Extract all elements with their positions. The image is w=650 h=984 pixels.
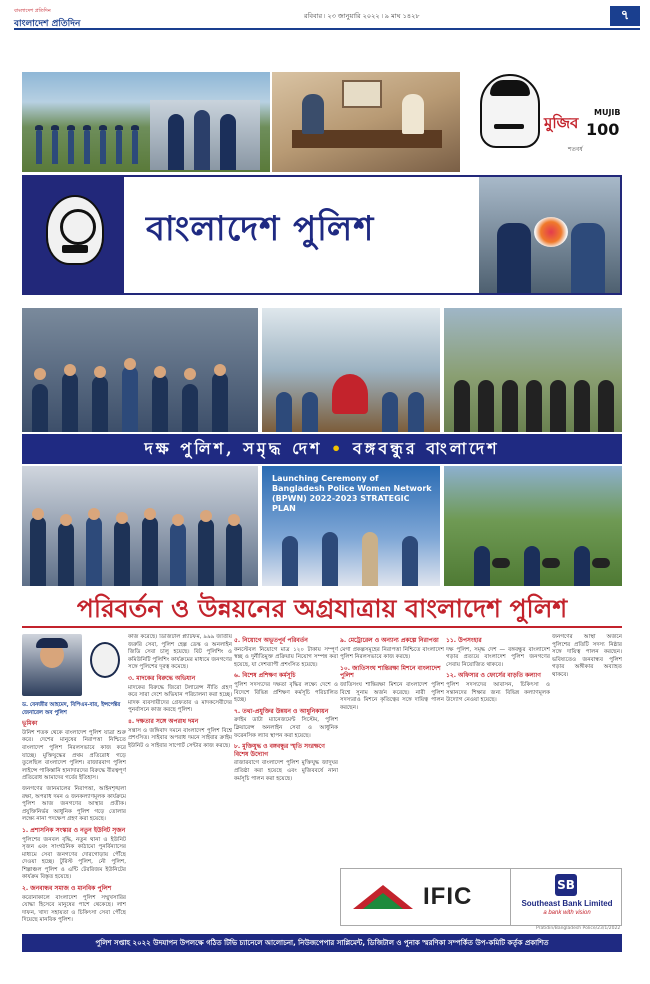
southeast-bank-ad[interactable] xyxy=(513,869,621,925)
section-12-paragraph: পুলিশ সদস্যদের আবাসন, চিকিৎসা ও সন্তানদের শিক্ষার জন্য বিভিন্ন কল্যাণমূলক উদ্যোগ নেওয়া হয়েছে। xyxy=(446,681,550,704)
article-column-1 xyxy=(22,634,126,974)
section-4-paragraph: সন্ত্রাস ও জঙ্গিবাদ দমনে বাংলাদেশ পুলিশ বিশ্বে প্রশংসিত। সাইবার অপরাধ দমনে সাইবার ক্রাইম ইউনিট ও সাইবার সাপোর্ট সেন্টার কাজ করছে। xyxy=(128,727,232,749)
slogan-separator: • xyxy=(331,439,345,458)
section-12-heading: ১২. অফিসার ও ফোর্সের বাড়তি কল্যাণ xyxy=(446,672,541,680)
section-7-heading: ৭. তথ্য-প্রযুক্তির উন্নয়ন ও আধুনিকায়ন xyxy=(234,707,329,715)
southeast-bank-name: Southeast Bank Limited xyxy=(521,899,613,908)
intro-heading: ভূমিকা xyxy=(22,720,38,728)
inauguration-photo xyxy=(22,466,258,586)
main-headline: পরিবর্তন ও উন্নয়নের অগ্রযাত্রায় বাংলাদেশ পুলিশ xyxy=(22,590,622,628)
section-11-heading: ১১. উপসংহার xyxy=(446,637,482,644)
masthead xyxy=(14,8,80,31)
article-column-3 xyxy=(234,634,338,974)
igp-caption: ড. বেনজীর আহমেদ, বিপিএম-বার, ইন্সপেক্টর জেনারেল অব পুলিশ xyxy=(22,702,121,716)
slogan-part-2: বঙ্গবন্ধুর বাংলাদেশ xyxy=(352,439,500,458)
section-6-heading: ৬. বিশেষ প্রশিক্ষণ কর্মসূচি xyxy=(234,672,296,680)
mujib-100: 100 xyxy=(586,120,620,139)
col6-paragraph: জনগণের আস্থা অর্জনে পুলিশের প্রতিটি সদস্য নিষ্ঠার সঙ্গে দায়িত্ব পালন করছেন। ভবিষ্যতেও জনবান্ধব পুলিশ গড়ার অঙ্গীকার অব্যাহত থাকবে। xyxy=(552,634,622,678)
col2-paragraph: কাজ করেছে। ডিজিটাল প্ল্যাটফর্ম, ৯৯৯ জাতীয় জরুরি সেবা, পুলিশ হেল্প ডেস্ক ও অনলাইন জিডি সেবা চালু হয়েছে। বিট পুলিশিং ও কমিউনিটি পুলিশিং কার্যক্রমের মাধ্যমে জনগণের সঙ্গে পুলিশের দূরত্ব কমেছে। xyxy=(128,634,232,671)
southeast-bank-tagline: a bank with vision xyxy=(543,910,591,916)
section-4-heading: ৪. দক্ষতার সঙ্গে অপরাধ দমন xyxy=(128,717,199,725)
guard-parade-photo xyxy=(444,308,622,432)
intro-paragraph: উনিশ শতক থেকে বাংলাদেশ পুলিশ যাত্রা শুরু করে। দেশের মানুষের নিরাপত্তা নিশ্চিতে বাংলাদেশ পুলিশ নিরলসভাবে কাজ করে যাচ্ছে। মুক্তিযুদ্ধের প্রথম প্রতিরোধ গড়ে তুলেছিল বাংলাদেশ পুলিশ। রাজারবাগ পুলিশ লাইন্সে পাকিস্তানি হানাদারদের বিরুদ্ধে বীরত্বপূর্ণ প্রতিরোধ আমাদের গর্বের ইতিহাস। xyxy=(22,729,126,782)
mujib-title: মুজিব xyxy=(544,114,579,132)
advertisement-strip xyxy=(340,868,622,926)
col1-paragraph: জনগণের জানমালের নিরাপত্তা, আইনশৃঙ্খলা রক্ষা, অপরাধ দমন ও জনকল্যাণমূলক কার্যক্রমে পুলিশ আজ জনগণের আস্থার প্রতীক। প্রযুক্তিনির্ভর আধুনিক পুলিশ গড়ে তোলার লক্ষ্যে নানা পদক্ষেপ গ্রহণ করা হয়েছে। xyxy=(22,785,126,823)
bouquet-photo xyxy=(479,177,620,293)
slogan-part-1: দক্ষ পুলিশ, সমৃদ্ধ দেশ xyxy=(144,439,323,458)
ific-logo-icon xyxy=(353,879,413,915)
section-7-paragraph: ক্রাইম ডাটা ম্যানেজমেন্ট সিস্টেম, পুলিশ ক্লিয়ারেন্স অনলাইন সেবা ও আধুনিক ফরেনসিক ল্যাব স্থাপন করা হয়েছে। xyxy=(234,717,338,739)
section-9-paragraph: মেগা প্রকল্পসমূহের নিরাপত্তা নিশ্চিতে বাংলাদেশ পুলিশ নিরলসভাবে কাজ করছে। xyxy=(340,646,444,661)
dateline: রবিবার ৷ ২৩ জানুয়ারি ২০২২ ৷ ৯ মাঘ ১৪২৮ xyxy=(304,12,420,20)
police-emblem-small-icon xyxy=(90,642,120,678)
mujib-english: MUJIB xyxy=(594,108,621,117)
section-2-paragraph: করোনাকালে বাংলাদেশ পুলিশ সম্মুখসারির যোদ্ধা হিসেবে মানুষের পাশে থেকেছে। লাশ দাফন, খাদ্য সহায়তা ও চিকিৎসা সেবা পৌঁছে দিয়েছে মানবিক পুলিশ। xyxy=(22,894,126,924)
section-8-heading: ৮. মুক্তিযুদ্ধ ও বঙ্গবন্ধুর স্মৃতি সংরক্ষণে বিশেষ উদ্যোগ xyxy=(234,743,325,758)
portrait-illustration xyxy=(480,74,540,148)
ific-name: IFIC xyxy=(423,883,473,910)
southeast-bank-logo-icon: SB xyxy=(555,874,577,896)
section-10-heading: ১০. জাতিসংঘ শান্তিরক্ষা মিশনে বাংলাদেশ পুলিশ xyxy=(340,664,441,680)
section-5-paragraph: কনস্টেবল নিয়োগে মাত্র ১২০ টাকায় সম্পূর্ণ স্বচ্ছ ও দুর্নীতিমুক্ত প্রক্রিয়ায় নিয়োগ সম্পন্ন করা হয়েছে, যা দেশব্যাপী প্রশংসিত হয়েছে। xyxy=(234,646,338,668)
dog-squad-photo xyxy=(444,466,622,586)
banner-title: বাংলাদেশ পুলিশ xyxy=(146,209,375,249)
section-2-heading: ২. জনবান্ধব সমাজ ও মানবিক পুলিশ xyxy=(22,885,112,893)
image-credit: Pratidin/Bangladesh Police/23/1/2022 xyxy=(536,926,621,931)
article-column-6 xyxy=(552,634,622,864)
section-3-heading: ৩. মাদকের বিরুদ্ধে অভিযান xyxy=(128,674,196,682)
masthead-title: বাংলাদেশ প্রতিদিন xyxy=(14,19,81,29)
section-10-paragraph: জাতিসংঘ শান্তিরক্ষা মিশনে বাংলাদেশ পুলিশ বিশ্বে সুনাম অর্জন করেছে। নারী পুলিশ সদস্যরাও মিশনে কৃতিত্বের সঙ্গে দায়িত্ব পালন করছেন। xyxy=(340,681,444,711)
page-header xyxy=(14,6,640,30)
police-emblem-icon xyxy=(46,195,104,265)
launch-banner-text: Launching Ceremony of Bangladesh Police Women Network (BPWN) 2022-2023 STRATEGIC PLAN xyxy=(272,474,432,513)
section-9-heading: ৯. মেট্রোরেল ও অন্যান্য প্রকল্পে নিরাপত্তা xyxy=(340,637,439,644)
page-number: ৭ xyxy=(610,6,640,26)
section-8-paragraph: রাজারবাগে বাংলাদেশ পুলিশ মুক্তিযুদ্ধ জাদুঘর প্রতিষ্ঠা করা হয়েছে এবং মুজিববর্ষে নানা কর্মসূচি পালন করা হয়েছে। xyxy=(234,760,338,782)
section-6-paragraph: পুলিশ সদস্যদের দক্ষতা বৃদ্ধির লক্ষ্যে দেশে ও বিদেশে বিভিন্ন প্রশিক্ষণ কর্মসূচি পরিচালিত হচ্ছে। xyxy=(234,681,338,704)
mujib-centenary-logo xyxy=(472,68,622,178)
section-5-heading: ৫. নিয়োগে অভূতপূর্ব পরিবর্তন xyxy=(234,637,308,644)
section-11-paragraph: দক্ষ পুলিশ, সমৃদ্ধ দেশ — বঙ্গবন্ধুর বাংলাদেশ গড়ার প্রত্যয়ে বাংলাদেশ পুলিশ জনগণের সেবায় নিয়োজিত থাকবে। xyxy=(446,646,550,668)
police-banner xyxy=(22,175,622,295)
igp-portrait xyxy=(22,634,82,696)
mujib-subtitle: শতবর্ষ xyxy=(568,146,583,153)
women-network-launch-photo xyxy=(262,466,440,586)
officers-photo xyxy=(150,100,260,170)
article-column-2 xyxy=(128,634,232,974)
article-column-5 xyxy=(446,634,550,864)
section-1-heading: ১. প্রশাসনিক সংস্কার ও নতুন ইউনিট সৃজন xyxy=(22,826,126,834)
footer-strip: পুলিশ সপ্তাহ ২০২২ উদযাপন উপলক্ষে গঠিত টিভি চ্যানেলে আলোচনা, নিউজপেপার সাপ্লিমেন্ট, ডিজিটাল ও পুনাক স্মরণিকা সম্পর্কিত উপ-কমিটি কর্তৃক প্রকাশিত xyxy=(22,934,622,952)
article-column-4 xyxy=(340,634,444,864)
section-3-paragraph: মাদকের বিরুদ্ধে জিরো টলারেন্স নীতি গ্রহণ করে সারা দেশে অভিযান পরিচালনা করা হচ্ছে। মাদক ব্যবসায়ীদের গ্রেফতার ও মাদকসেবীদের পুনর্বাসনে কাজ করছে পুলিশ। xyxy=(128,684,232,714)
office-meeting-photo xyxy=(272,72,460,172)
masthead-small: বাংলাদেশ প্রতিদিন xyxy=(14,8,51,14)
section-1-paragraph: পুলিশের জনবল বৃদ্ধি, নতুন থানা ও ইউনিট সৃজন এবং সাংগঠনিক কাঠামো পুনর্বিন্যাসের মাধ্যমে সেবা জনগণের দোরগোড়ায় পৌঁছে দেওয়া হচ্ছে। টুরিস্ট পুলিশ, নৌ পুলিশ, শিল্পাঞ্চল পুলিশ ও এন্টি টেররিজম ইউনিটের কার্যক্রম বিস্তৃত হয়েছে। xyxy=(22,836,126,881)
slogan-bar xyxy=(22,434,622,464)
wreath-ceremony-photo xyxy=(262,308,440,432)
ific-bank-ad[interactable] xyxy=(341,869,511,925)
press-briefing-photo xyxy=(22,308,258,432)
